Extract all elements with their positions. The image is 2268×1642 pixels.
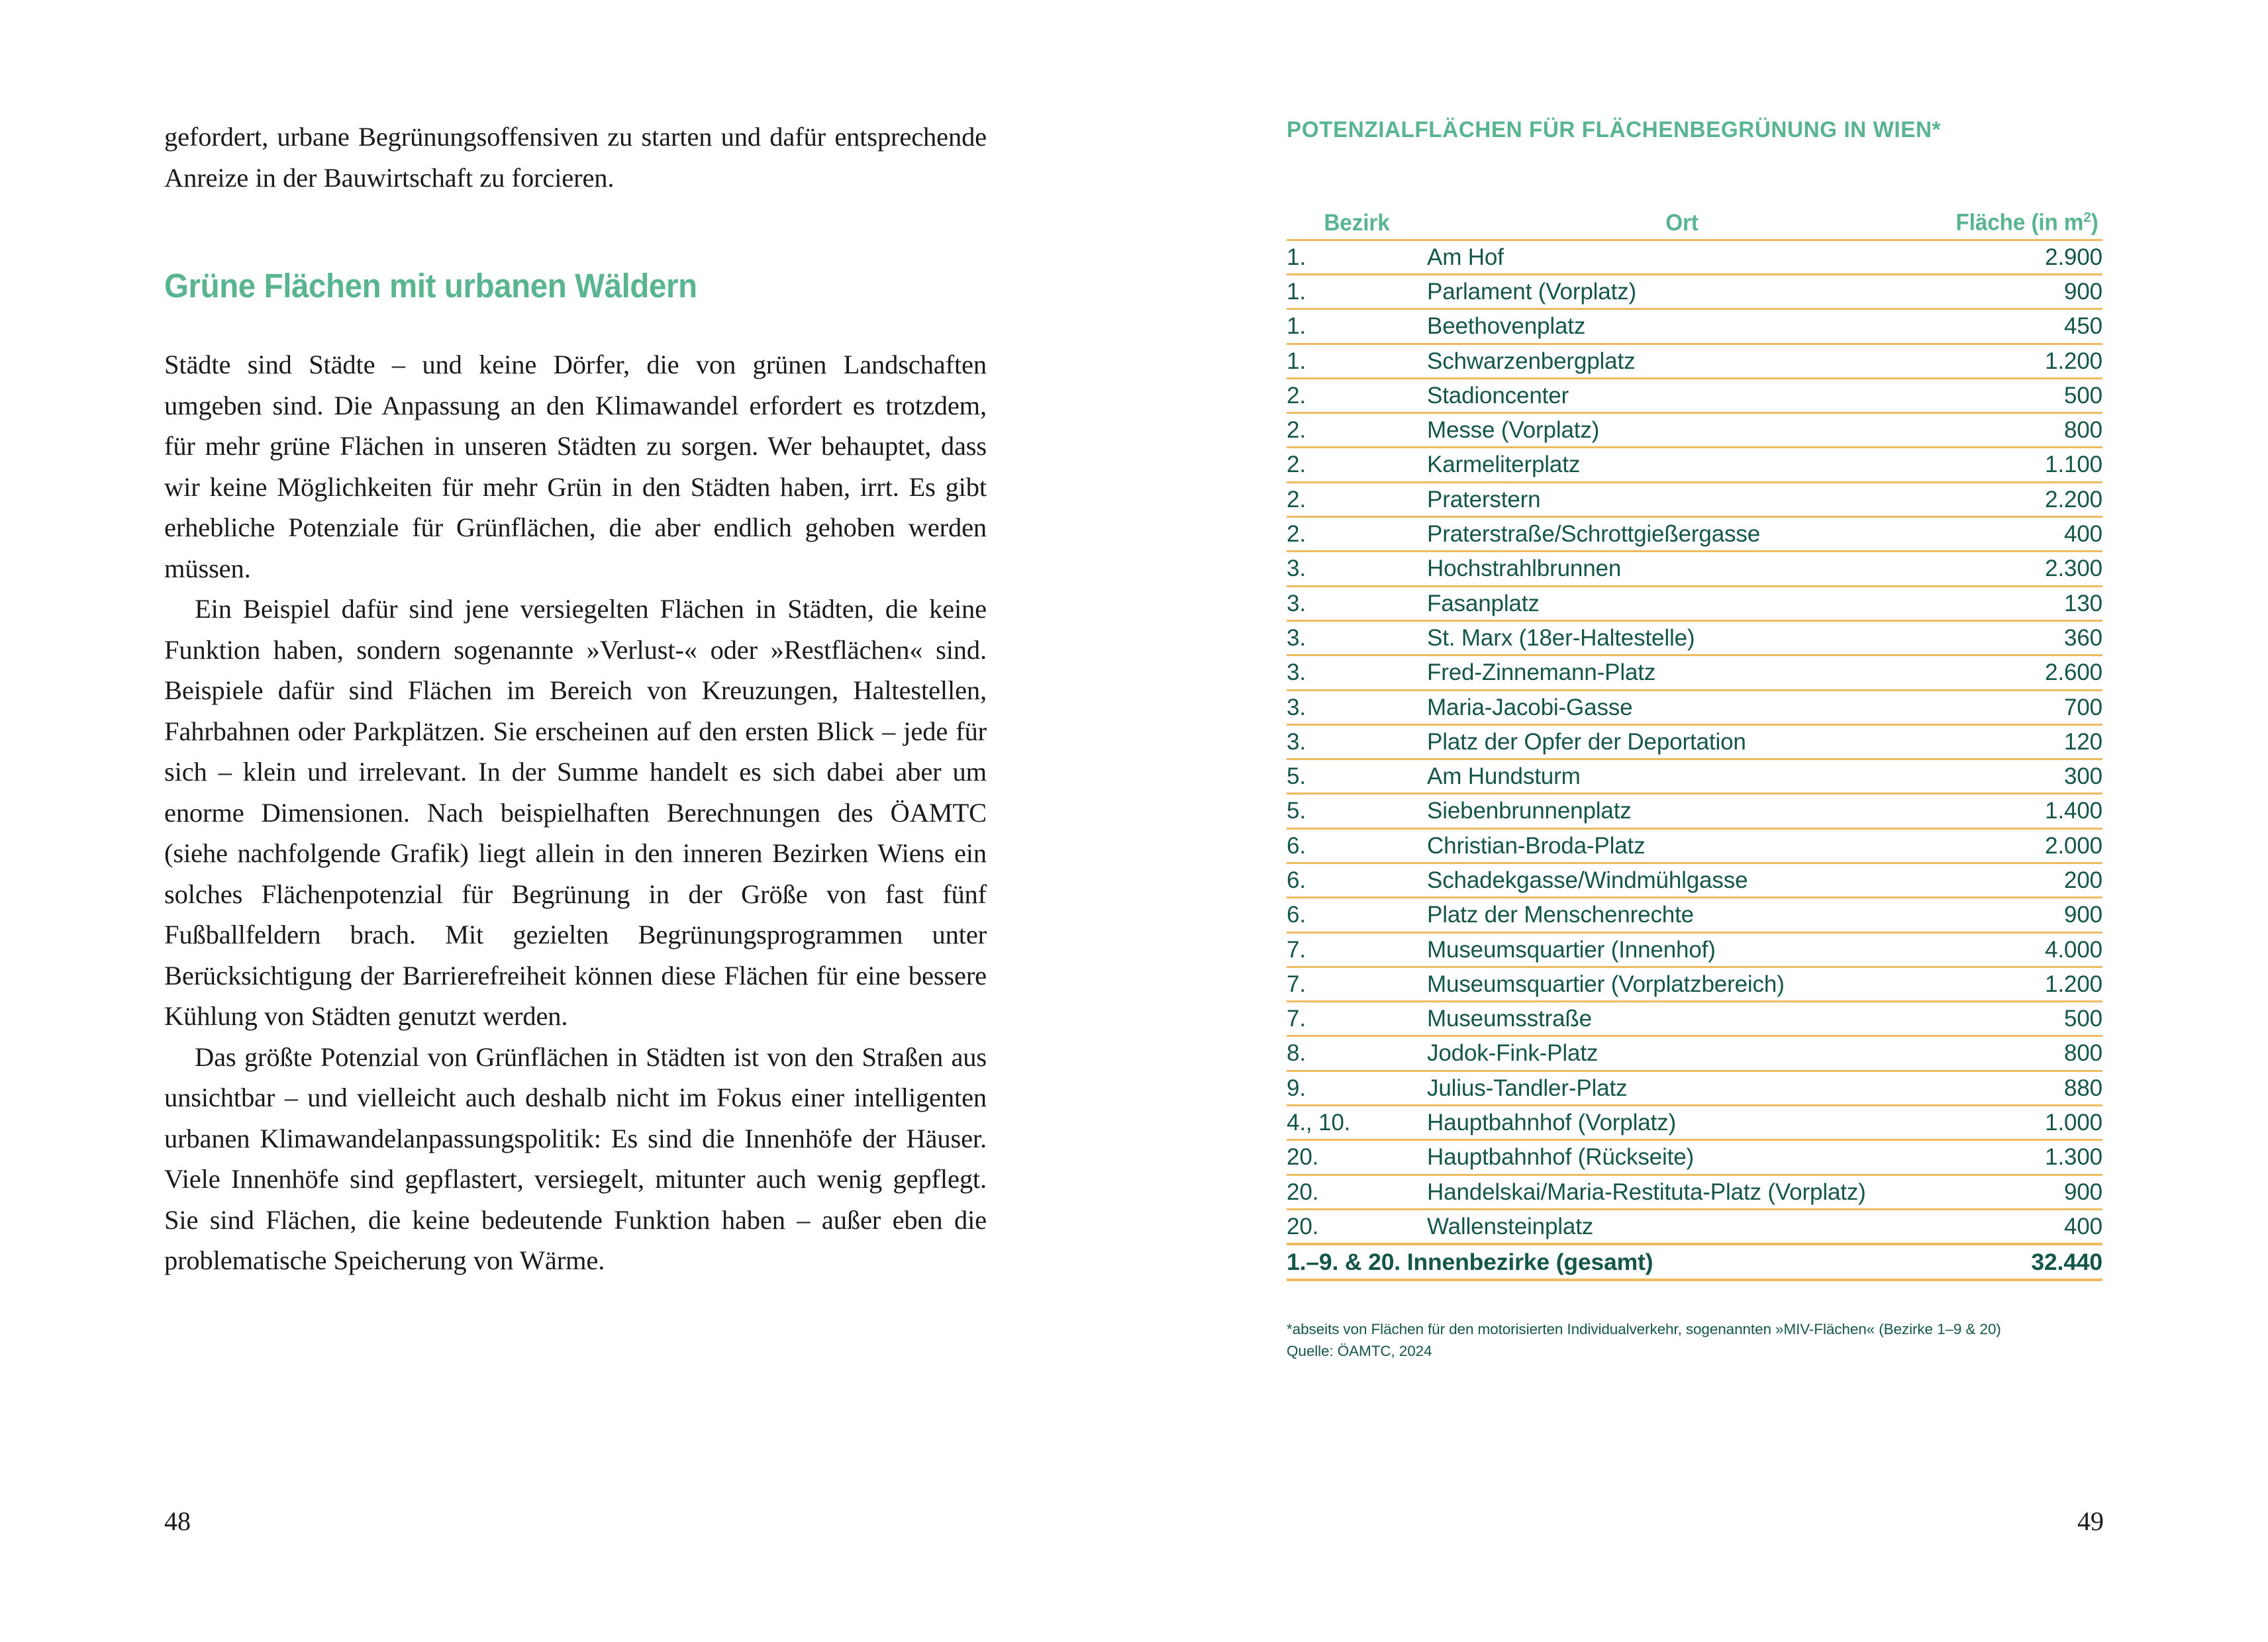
cell-ort: Hauptbahnhof (Vorplatz) xyxy=(1427,1106,1937,1140)
table-row xyxy=(1287,552,2102,586)
total-flaeche: 32.440 xyxy=(1937,1244,2102,1280)
continued-paragraph: gefordert, urbane Begrünungsoffensiven zu starten und dafür entsprechende Anreize in der Bauwirtschaft zu forcieren. xyxy=(164,122,987,193)
cell-bezirk: 6. xyxy=(1287,898,1427,932)
table-row xyxy=(1287,309,2102,344)
cell-ort: Maria-Jacobi-Gasse xyxy=(1427,690,1937,724)
cell-flaeche: 1.200 xyxy=(1937,344,2102,378)
table-row xyxy=(1287,413,2102,448)
cell-bezirk: 6. xyxy=(1287,863,1427,898)
table-row xyxy=(1287,1071,2102,1105)
table-row xyxy=(1287,482,2102,516)
cell-ort: Museumsstraße xyxy=(1427,1002,1937,1036)
cell-flaeche: 2.000 xyxy=(1937,828,2102,863)
table-row xyxy=(1287,1140,2102,1175)
table-row xyxy=(1287,586,2102,620)
cell-flaeche: 400 xyxy=(1937,517,2102,552)
cell-ort: Karmeliterplatz xyxy=(1427,448,1937,482)
table-row xyxy=(1287,794,2102,828)
table-row xyxy=(1287,828,2102,863)
cell-ort: Siebenbrunnenplatz xyxy=(1427,794,1937,828)
cell-ort: Praterstraße/Schrottgießergasse xyxy=(1427,517,1937,552)
table-title: POTENZIALFLÄCHEN FÜR FLÄCHENBEGRÜNUNG IN WIEN* xyxy=(1287,117,1942,142)
cell-flaeche: 300 xyxy=(1937,759,2102,794)
table-row xyxy=(1287,759,2102,794)
table-row xyxy=(1287,448,2102,482)
table-row xyxy=(1287,724,2102,759)
cell-ort: Beethovenplatz xyxy=(1427,309,1937,344)
cell-flaeche: 500 xyxy=(1937,1002,2102,1036)
cell-ort: Praterstern xyxy=(1427,482,1937,516)
body-paragraph-1: Städte sind Städte – und keine Dörfer, die von grünen Landschaften umgeben sind. Die Anpassung an den Klimawandel erfordert es trotzdem, für mehr grüne Flächen in unseren Städten zu sorgen. Wer behauptet, dass wir keine Möglichkeiten für mehr Grün in den Städten haben, irrt. Es gibt erhebliche Potenziale für Grünflächen, die aber endlich gehoben werden müssen. xyxy=(164,350,987,583)
cell-ort: Museumsquartier (Innenhof) xyxy=(1427,932,1937,967)
table-row xyxy=(1287,1209,2102,1244)
page-number-right: 49 xyxy=(2077,1506,2104,1536)
cell-ort: Fred-Zinnemann-Platz xyxy=(1427,655,1937,690)
cell-bezirk: 3. xyxy=(1287,586,1427,620)
cell-bezirk: 3. xyxy=(1287,690,1427,724)
cell-bezirk: 7. xyxy=(1287,1002,1427,1036)
cell-bezirk: 1. xyxy=(1287,309,1427,344)
table-row xyxy=(1287,898,2102,932)
cell-flaeche: 200 xyxy=(1937,863,2102,898)
cell-ort: Schwarzenbergplatz xyxy=(1427,344,1937,378)
table-header-row xyxy=(1287,201,2102,240)
cell-bezirk: 3. xyxy=(1287,620,1427,655)
cell-ort: St. Marx (18er-Haltestelle) xyxy=(1427,620,1937,655)
cell-ort: Jodok-Fink-Platz xyxy=(1427,1036,1937,1071)
cell-ort: Messe (Vorplatz) xyxy=(1427,413,1937,448)
table-row xyxy=(1287,1106,2102,1140)
cell-bezirk: 1. xyxy=(1287,240,1427,274)
potential-areas-table-block xyxy=(1287,117,2102,1362)
cell-ort: Parlament (Vorplatz) xyxy=(1427,274,1937,309)
cell-bezirk: 9. xyxy=(1287,1071,1427,1105)
cell-bezirk: 20. xyxy=(1287,1175,1427,1209)
spacer-before-heading xyxy=(164,198,987,266)
spacer-after-heading xyxy=(164,306,987,344)
cell-ort: Museumsquartier (Vorplatzbereich) xyxy=(1427,967,1937,1001)
body-paragraph-2: Ein Beispiel dafür sind jene versiegelten Flächen in Städten, die keine Funktion haben, sondern sogenannte »Verlust-« oder »Restflächen« sind. Beispiele dafür sind Flächen im Bereich von Kreuzungen, Haltestellen, Fahrbahnen oder Parkplätzen. Sie erscheinen auf den ersten Blick – jede für sich – klein und irrelevant. In der Summe handelt es sich dabei aber um enorme Dimensionen. Nach beispielhaften Berechnungen des ÖAMTC (siehe nachfolgende Grafik) liegt allein in den inneren Bezirken Wiens ein solches Flächenpotenzial für Begrünung in der Größe von fast fünf Fußballfeldern brach. Mit gezielten Begrünungsprogrammen unter Berücksichtigung der Barrierefreiheit können diese Flächen für eine bessere Kühlung von Städten genutzt werden. xyxy=(164,594,987,1031)
cell-flaeche: 800 xyxy=(1937,413,2102,448)
cell-bezirk: 2. xyxy=(1287,413,1427,448)
cell-bezirk: 2. xyxy=(1287,517,1427,552)
cell-flaeche: 4.000 xyxy=(1937,932,2102,967)
column-header-ort: Ort xyxy=(1665,209,1699,236)
column-header-flaeche-superscript: 2 xyxy=(2083,209,2091,225)
page-right xyxy=(1134,0,2268,1642)
column-header-bezirk: Bezirk xyxy=(1324,209,1390,236)
cell-bezirk: 4., 10. xyxy=(1287,1106,1427,1140)
cell-ort: Platz der Opfer der Deportation xyxy=(1427,724,1937,759)
table-row xyxy=(1287,344,2102,378)
cell-ort: Platz der Menschenrechte xyxy=(1427,898,1937,932)
cell-flaeche: 360 xyxy=(1937,620,2102,655)
cell-ort: Stadioncenter xyxy=(1427,378,1937,412)
cell-ort: Christian-Broda-Platz xyxy=(1427,828,1937,863)
table-body xyxy=(1287,240,2102,1280)
cell-flaeche: 1.000 xyxy=(1937,1106,2102,1140)
table-footnote xyxy=(1287,1318,2102,1362)
cell-flaeche: 500 xyxy=(1937,378,2102,412)
cell-bezirk: 3. xyxy=(1287,655,1427,690)
cell-bezirk: 3. xyxy=(1287,724,1427,759)
table-row xyxy=(1287,378,2102,412)
cell-flaeche: 120 xyxy=(1937,724,2102,759)
cell-bezirk: 8. xyxy=(1287,1036,1427,1071)
cell-flaeche: 900 xyxy=(1937,898,2102,932)
cell-ort: Am Hof xyxy=(1427,240,1937,274)
cell-bezirk: 3. xyxy=(1287,552,1427,586)
table-row xyxy=(1287,967,2102,1001)
cell-bezirk: 2. xyxy=(1287,482,1427,516)
footnote-line-1: *abseits von Flächen für den motorisierten Individualverkehr, sogenannten »MIV-Flächen« (Bezirke 1–9 & 20) xyxy=(1287,1321,2001,1338)
cell-flaeche: 2.300 xyxy=(1937,552,2102,586)
cell-bezirk: 2. xyxy=(1287,448,1427,482)
cell-bezirk: 5. xyxy=(1287,794,1427,828)
cell-ort: Am Hundsturm xyxy=(1427,759,1937,794)
table-row xyxy=(1287,274,2102,309)
cell-ort: Hauptbahnhof (Rückseite) xyxy=(1427,1140,1937,1175)
cell-flaeche: 1.300 xyxy=(1937,1140,2102,1175)
cell-flaeche: 880 xyxy=(1937,1071,2102,1105)
prose-column xyxy=(164,117,987,1281)
cell-ort: Wallensteinplatz xyxy=(1427,1209,1937,1244)
cell-flaeche: 900 xyxy=(1937,274,2102,309)
page-number-left: 48 xyxy=(164,1506,191,1536)
cell-flaeche: 1.100 xyxy=(1937,448,2102,482)
column-header-flaeche-prefix: Fläche (in m xyxy=(1955,209,2084,236)
cell-bezirk: 5. xyxy=(1287,759,1427,794)
body-paragraph-3: Das größte Potenzial von Grünflächen in Städten ist von den Straßen aus unsichtbar – und vielleicht auch deshalb nicht im Fokus einer intelligenten urbanen Klimawandelanpassungspolitik: Es sind die Innenhöfe der Häuser. Viele Innenhöfe sind gepflastert, versiegelt, mitunter auch wenig gepflegt. Sie sind Flächen, die keine bedeutende Funktion haben – außer eben die problematische Speicherung von Wärme. xyxy=(164,1041,987,1275)
table-row xyxy=(1287,1036,2102,1071)
cell-flaeche: 2.900 xyxy=(1937,240,2102,274)
table-row xyxy=(1287,863,2102,898)
cell-ort: Hochstrahlbrunnen xyxy=(1427,552,1937,586)
cell-bezirk: 20. xyxy=(1287,1209,1427,1244)
cell-bezirk: 6. xyxy=(1287,828,1427,863)
cell-flaeche: 400 xyxy=(1937,1209,2102,1244)
cell-flaeche: 130 xyxy=(1937,586,2102,620)
cell-bezirk: 20. xyxy=(1287,1140,1427,1175)
potential-areas-table xyxy=(1287,201,2102,1281)
table-row xyxy=(1287,1175,2102,1209)
table-total-row xyxy=(1287,1244,2102,1280)
cell-ort: Fasanplatz xyxy=(1427,586,1937,620)
cell-bezirk: 7. xyxy=(1287,967,1427,1001)
total-label: 1.–9. & 20. Innenbezirke (gesamt) xyxy=(1287,1244,1937,1280)
footnote-line-2: Quelle: ÖAMTC, 2024 xyxy=(1287,1343,1432,1360)
table-row xyxy=(1287,620,2102,655)
cell-bezirk: 1. xyxy=(1287,274,1427,309)
table-row xyxy=(1287,1002,2102,1036)
table-row xyxy=(1287,690,2102,724)
cell-flaeche: 1.400 xyxy=(1937,794,2102,828)
column-header-flaeche-suffix: ) xyxy=(2091,209,2098,236)
cell-flaeche: 2.200 xyxy=(1937,482,2102,516)
table-row xyxy=(1287,240,2102,274)
cell-bezirk: 1. xyxy=(1287,344,1427,378)
table-row xyxy=(1287,517,2102,552)
column-header-flaeche xyxy=(1941,201,2098,240)
cell-flaeche: 700 xyxy=(1937,690,2102,724)
cell-ort: Julius-Tandler-Platz xyxy=(1427,1071,1937,1105)
cell-flaeche: 2.600 xyxy=(1937,655,2102,690)
cell-flaeche: 1.200 xyxy=(1937,967,2102,1001)
cell-bezirk: 7. xyxy=(1287,932,1427,967)
section-heading: Grüne Flächen mit urbanen Wäldern xyxy=(164,267,697,305)
table-row xyxy=(1287,932,2102,967)
cell-flaeche: 900 xyxy=(1937,1175,2102,1209)
table-row xyxy=(1287,655,2102,690)
cell-flaeche: 800 xyxy=(1937,1036,2102,1071)
cell-bezirk: 2. xyxy=(1287,378,1427,412)
cell-flaeche: 450 xyxy=(1937,309,2102,344)
cell-ort: Schadekgasse/Windmühlgasse xyxy=(1427,863,1937,898)
cell-ort: Handelskai/Maria-Restituta-Platz (Vorplatz) xyxy=(1427,1175,1937,1209)
